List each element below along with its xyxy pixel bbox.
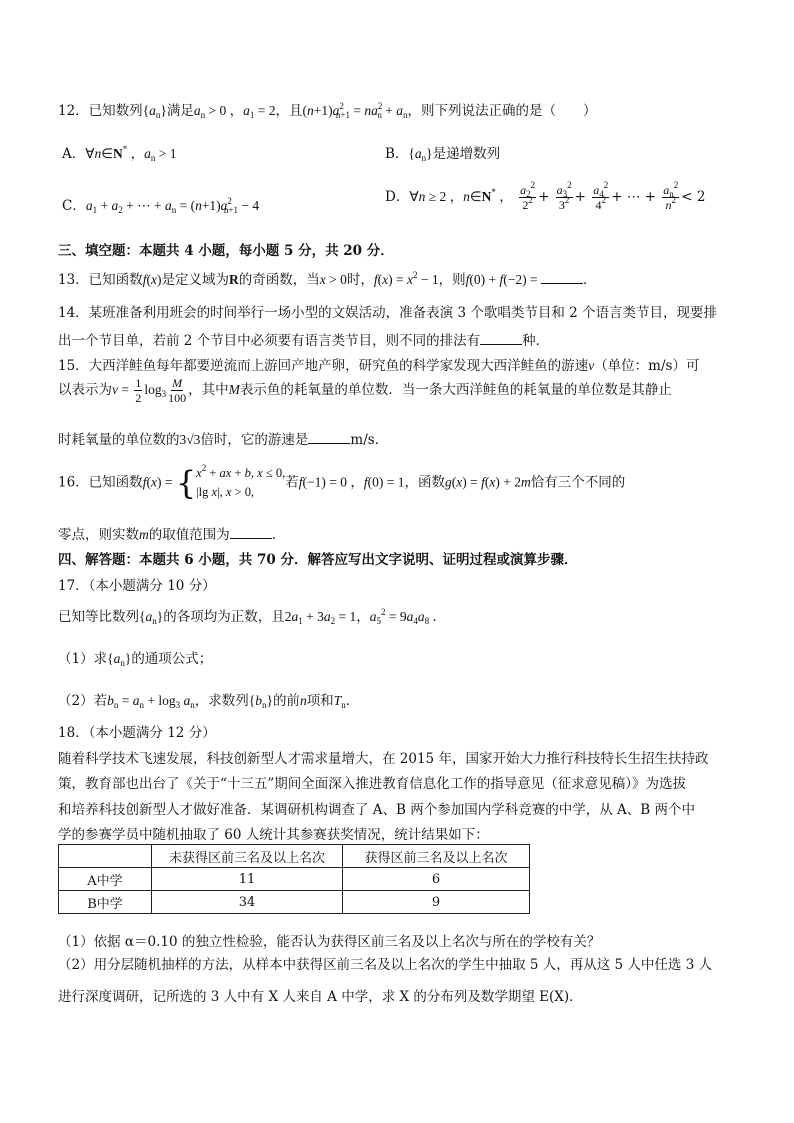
section-3-heading: 三、填空题：本题共 4 小题，每小题 5 分，共 20 分． <box>58 243 394 259</box>
q12-option-c: C．$a_1 + a_2$ + ⋯ + $a_n = (n+1)a^2_{n+1} - 4$ <box>62 196 260 215</box>
table-header-row <box>59 845 530 868</box>
q18-paragraph-line1: 随着科学技术飞速发展，科技创新型人才需求量增大，在 2015 年，国家开始大力推行科技特长生招生扶持政 <box>58 751 709 767</box>
q18-part1: （1）依据 α＝0.10 的独立性检验，能否认为获得区前三名及以上名次与所在的学校有关？ <box>58 934 601 950</box>
table-cell: 34 <box>152 891 343 914</box>
table-cell: 11 <box>152 868 343 891</box>
q18-part2-line2: 进行深度调研，记所选的 3 人中有 X 人来自 A 中学，求 X 的分布列及数学期望 E(X)． <box>58 989 583 1005</box>
table-cell: 9 <box>343 891 530 914</box>
table-header-cell <box>59 845 152 868</box>
q14-line1: 14．某班准备利用班会的时间举行一场小型的文娱活动，准备表演 3 个歌唱类节目和 2 个语言类节目，现要排 <box>58 305 718 321</box>
q15-line2: 以表示为v = $\frac{1}{2}$ $\log_3$ $\frac{M}{100}$ ，其中M表示鱼的耗氧量的单位数．当一条大西洋鲑鱼的耗氧量的单位数是其静止 <box>58 376 672 405</box>
table-header-cell: 未获得区前三名及以上名次 <box>152 845 343 868</box>
q17-part2: （2）若$b_n = a_n + \log_3 a_n$，求数列$\{b_n\}$的前n项和$T_n$． <box>58 693 360 710</box>
q18-paragraph-line2: 策，教育部也出台了《关于“十三五”期间全面深入推进教育信息化工作的指导意见（征求意见稿）》为选拔 <box>58 776 687 792</box>
q16-line2: 零点，则实数m的取值范围为 ． <box>58 527 286 543</box>
q12-option-b: B．$\{a_n\}$是递增数列 <box>385 146 501 163</box>
q12-stem: 12．已知数列$\{a_n\}$满足$a_n > 0$ ，$a_1 = 2$，且$(n+1)a^2_{n+1} = na^2_n + a_n$，则下列说法正确的是（ ） <box>58 101 597 120</box>
q16-line1: 16．已知函数f(x) = { $x^2$ + ax + b, x ≤ 0, |lg x|, x > 0, 若f(−1) = 0 ，f(0) = 1，函数g(x) = f(x) + 2m恰有三个不同的 <box>58 463 626 502</box>
q18-title: 18．（本小题满分 12 分） <box>58 725 216 741</box>
q18-paragraph-line3: 和培养科技创新型人才做好准备．某调研机构调查了 A、B 两个参加国内学科竞赛的中学，从 A、B 两个中 <box>58 802 696 818</box>
section-4-heading: 四、解答题：本题共 6 小题，共 70 分．解答应写出文字说明、证明过程或演算步骤． <box>58 552 578 568</box>
table-cell: 6 <box>343 868 530 891</box>
q14-line2: 出一个节目单，若前 2 个节目中必须要有语言类节目，则不同的排法有 种． <box>58 333 550 349</box>
table-cell: A中学 <box>59 868 152 891</box>
table-header-cell: 获得区前三名及以上名次 <box>343 845 530 868</box>
q15-line1: 15．大西洋鲑鱼每年都要逆流而上游回产地产卵，研究鱼的科学家发现大西洋鲑鱼的游速v（单位：m/s）可 <box>58 358 700 374</box>
q17-title: 17．（本小题满分 10 分） <box>58 578 216 594</box>
q18-paragraph-line4: 学的参赛学员中随机抽取了 60 人统计其参赛获奖情况，统计结果如下： <box>58 827 489 843</box>
table-row <box>59 891 530 914</box>
q18-table <box>58 844 530 914</box>
q15-line3: 时耗氧量的单位数的3√3倍时，它的游速是 m/s． <box>58 432 389 448</box>
q17-stem: 已知等比数列$\{a_n\}$的各项均为正数，且$2a_1 + 3a_2 = 1$，$a_5^2 = 9a_4a_8$ ． <box>58 607 446 626</box>
q17-part1: （1）求$\{a_n\}$的通项公式； <box>58 651 213 668</box>
table-row <box>59 868 530 891</box>
q12-option-d: D．∀n ≥ 2 ，n∈N* ， $\frac{a_2^2}{2^2}$ + $\frac{a_3^2}{3^2}$ + $\frac{a_4^2}{4^2}$ + ⋯ + $\frac{a_n^2}{n^2}$ < 2 <box>385 180 706 212</box>
q18-part2-line1: （2）用分层随机抽样的方法，从样本中获得区前三名及以上名次的学生中抽取 5 人，再从这 5 人中任选 3 人 <box>58 957 713 973</box>
table-cell: B中学 <box>59 891 152 914</box>
q12-option-a: A．∀n∈N* ，$a_n > 1$ <box>62 144 177 163</box>
q13: 13．已知函数f(x)是定义域为R的奇函数，当x > 0时，$f(x) = x^2 - 1$，则f(0) + f(−2) = ． <box>58 270 597 288</box>
